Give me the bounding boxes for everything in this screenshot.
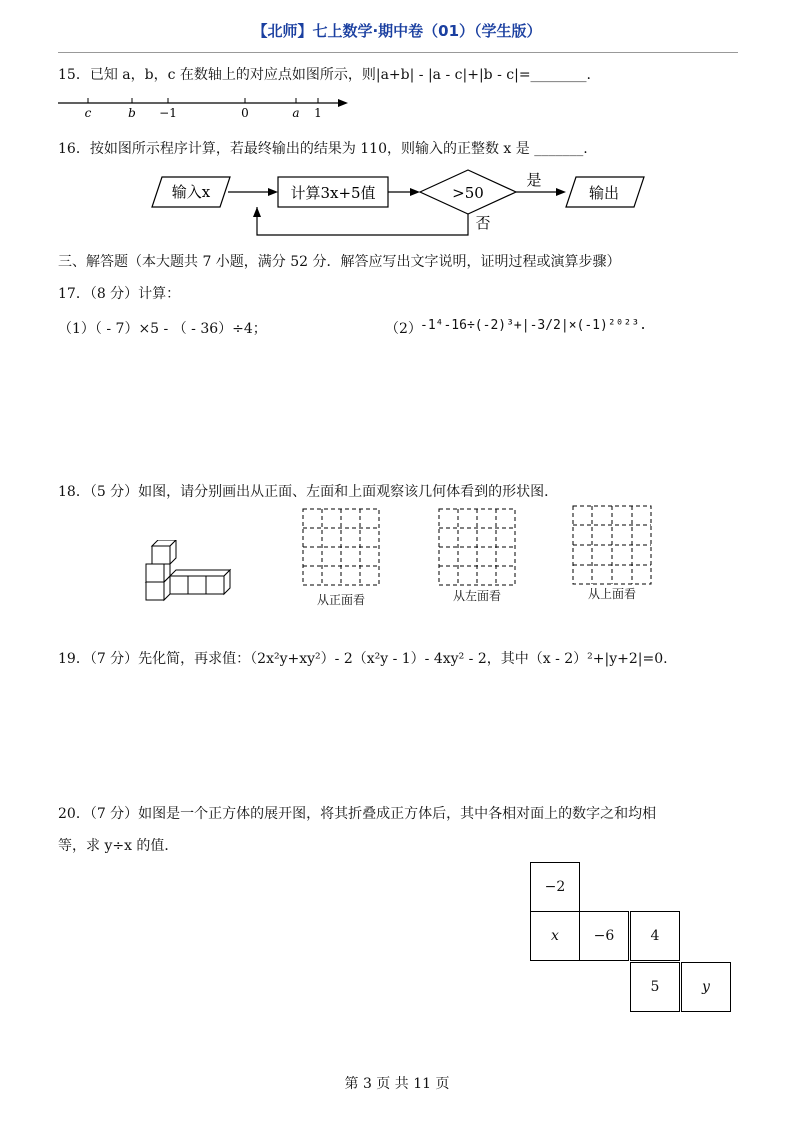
label-0: 0 bbox=[241, 106, 249, 120]
output-label: 输出 bbox=[588, 184, 620, 202]
input-label: 输入x bbox=[171, 183, 211, 201]
cube-net bbox=[530, 862, 735, 1022]
label-b: b bbox=[128, 106, 136, 120]
front-view-label: 从正面看 bbox=[316, 593, 365, 607]
question-15: 15．已知 a，b，c 在数轴上的对应点如图所示，则|a+b| - |a - c|+|b - c|=________. bbox=[58, 67, 591, 83]
net-cell-4: 4 bbox=[630, 911, 680, 961]
compute-label: 计算3x+5值 bbox=[290, 184, 376, 202]
cube-solid-figure bbox=[140, 540, 240, 606]
section-3-heading: 三、解答题（本大题共 7 小题，满分 52 分．解答应写出文字说明，证明过程或演算步骤） bbox=[58, 254, 621, 270]
loop-back-line bbox=[257, 207, 468, 235]
no-label: 否 bbox=[475, 214, 491, 232]
question-17: 17．（8 分）计算： bbox=[58, 286, 181, 302]
left-view-grid bbox=[438, 508, 516, 586]
header-divider bbox=[58, 52, 738, 53]
question-19: 19．（7 分）先化简，再求值：（2x²y+xy²）- 2（x²y - 1）- 4xy² - 2，其中（x - 2）²+|y+2|=0. bbox=[58, 651, 668, 667]
yes-label: 是 bbox=[526, 171, 542, 189]
front-view-grid bbox=[302, 508, 380, 586]
top-view-label: 从上面看 bbox=[587, 587, 636, 601]
page-footer: 第 3 页 共 11 页 bbox=[344, 1076, 450, 1092]
question-17-part1: （1）（ - 7）×5 - （ - 36）÷4； bbox=[58, 321, 267, 337]
label-a: a bbox=[292, 106, 300, 120]
question-20-line2: 等，求 y÷x 的值． bbox=[58, 838, 179, 854]
question-17-part2-expression: -1⁴-16÷(-2)³+|-3/2|×(-1)²⁰²³. bbox=[420, 318, 647, 333]
label-c: c bbox=[84, 106, 92, 120]
number-line bbox=[58, 94, 358, 124]
number-line-arrow bbox=[338, 99, 348, 107]
net-cell-x: x bbox=[530, 911, 580, 961]
label-neg1: −1 bbox=[159, 106, 177, 120]
left-view-label: 从左面看 bbox=[452, 589, 501, 603]
top-view-grid bbox=[572, 505, 652, 585]
net-cell-y: y bbox=[681, 962, 731, 1012]
condition-label: >50 bbox=[452, 184, 484, 202]
question-20-line1: 20．（7 分）如图是一个正方体的展开图，将其折叠成正方体后，其中各相对面上的数字之和均相 bbox=[58, 806, 657, 822]
net-cell-neg6: −6 bbox=[579, 911, 629, 961]
net-cell-5: 5 bbox=[630, 962, 680, 1012]
question-18: 18．（5 分）如图，请分别画出从正面、左面和上面观察该几何体看到的形状图． bbox=[58, 484, 559, 500]
program-flowchart bbox=[150, 165, 680, 240]
net-cell-neg2: −2 bbox=[530, 862, 580, 912]
question-16: 16．按如图所示程序计算，若最终输出的结果为 110，则输入的正整数 x 是 _______. bbox=[58, 141, 588, 157]
question-17-part2-prefix: （2） bbox=[385, 321, 422, 337]
page-header: 【北师】七上数学·期中卷（01）（学生版） bbox=[252, 22, 542, 40]
label-1: 1 bbox=[314, 106, 322, 120]
